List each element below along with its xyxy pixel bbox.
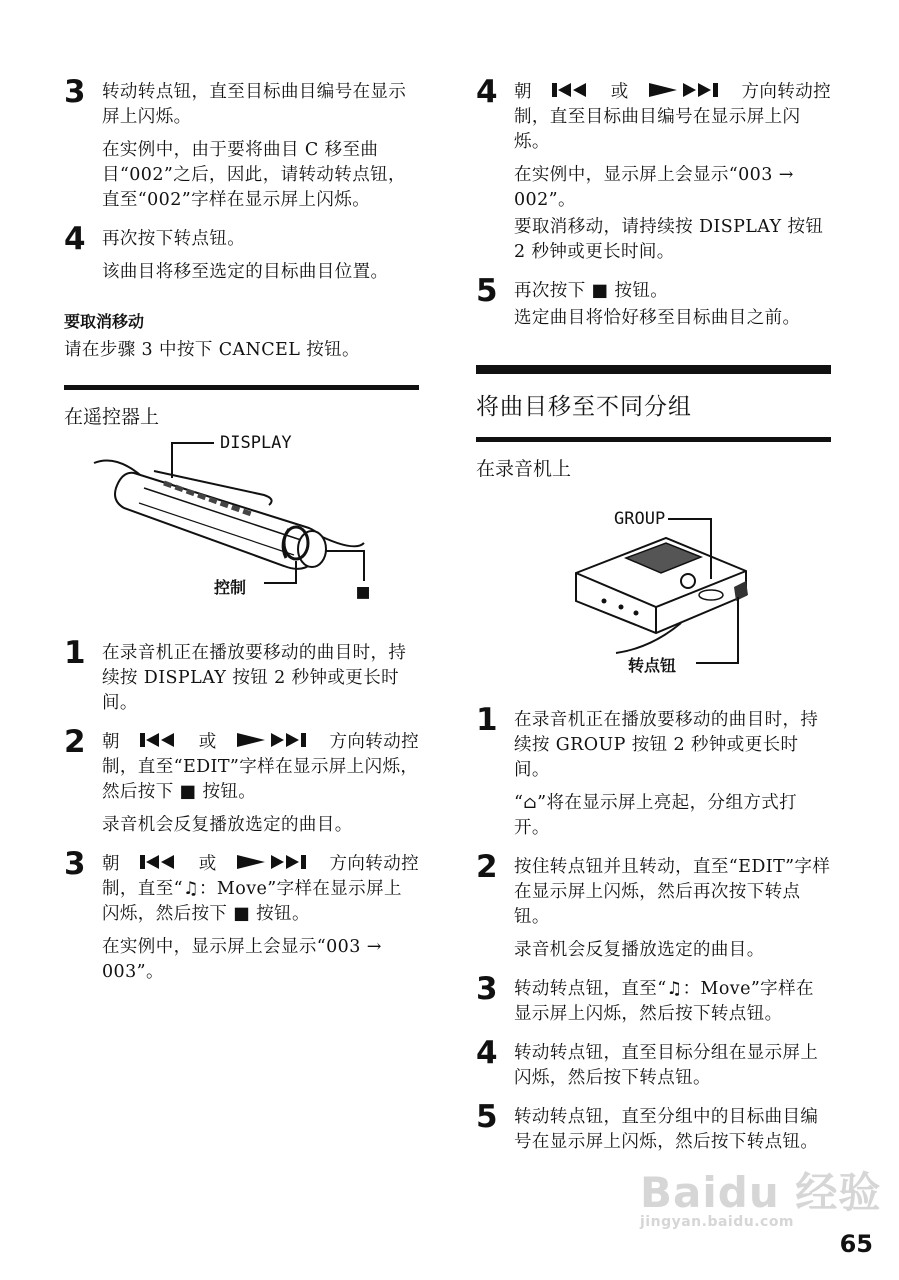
step-text: 再次按下转点钮。 <box>102 229 246 249</box>
recorder-step-4 <box>476 1035 831 1091</box>
play-next-track-icon <box>649 80 721 105</box>
step-number: 3 <box>64 846 86 882</box>
step-text-rest: 制，直至“EDIT”字样在显示屏上闪烁，然后按下 ■ 按钮。 <box>102 757 419 802</box>
remote-step-5 <box>476 273 831 331</box>
step-number: 4 <box>476 1035 498 1071</box>
page-number: 65 <box>839 1230 873 1258</box>
step-text: 在录音机正在播放要移动的曲目时，持续按 DISPLAY 按钮 2 秒钟或更长时间。 <box>102 643 407 713</box>
step-text-b: 或 <box>198 854 217 874</box>
step-note: 选定曲目将恰好移至目标曲目之前。 <box>514 308 801 328</box>
step-number: 2 <box>64 724 86 760</box>
play-next-track-icon <box>237 730 309 755</box>
display-callout: DISPLAY <box>220 433 292 453</box>
recorder-step-1 <box>476 702 831 841</box>
step-note-cancel: 要取消移动，请持续按 DISPLAY 按钮 2 秒钟或更长时间。 <box>514 217 824 262</box>
step-number: 1 <box>476 702 498 738</box>
sub-section-divider <box>476 437 831 442</box>
recorder-illustration <box>476 483 831 688</box>
recorder-step-2 <box>476 849 831 963</box>
step-number: 1 <box>64 635 86 671</box>
sub-section-heading: 在录音机上 <box>476 458 572 480</box>
section-title: 将曲目移至不同分组 <box>476 394 692 420</box>
step-number: 4 <box>476 74 498 110</box>
remote-illustration <box>64 433 419 613</box>
step-text-rest: 制，直至“♫：Move”字样在显示屏上闪烁，然后按下 ■ 按钮。 <box>102 879 402 924</box>
step-text: 按住转点钮并且转动，直至“EDIT”字样在显示屏上闪烁，然后再次按下转点钮。 <box>514 857 831 927</box>
step-text-b: 或 <box>198 732 217 752</box>
remote-step-4 <box>476 74 831 265</box>
right-column <box>476 74 831 1169</box>
step-text-c: 方向转动控 <box>329 854 419 874</box>
step-text-c: 方向转动控 <box>741 82 831 102</box>
step-text-b: 或 <box>610 82 629 102</box>
step-note: 录音机会反复播放选定的曲目。 <box>514 940 765 960</box>
step-text: 转动转点钮，直至目标分组在显示屏上闪烁，然后按下转点钮。 <box>514 1043 819 1088</box>
step-note: “⌂”将在显示屏上亮起，分组方式打开。 <box>514 793 798 838</box>
step-3-top <box>64 74 419 213</box>
control-callout: 控制 <box>214 578 247 597</box>
previous-track-icon <box>140 852 178 877</box>
step-text-a: 朝 <box>102 732 120 752</box>
stop-callout: ■ <box>357 579 370 603</box>
watermark-url: jingyan.baidu.com <box>640 1214 795 1230</box>
recorder-step-3 <box>476 971 831 1027</box>
step-number: 5 <box>476 1099 498 1135</box>
cancel-heading: 要取消移动 <box>64 312 145 331</box>
step-note: 在实例中，由于要将曲目 C 移至曲目“002”之后，因此，请转动转点钮，直至“002”字样在显示屏上闪烁。 <box>102 140 406 210</box>
step-note: 在实例中，显示屏上会显示“003 → 003”。 <box>102 937 382 982</box>
left-column <box>64 74 419 999</box>
step-number: 3 <box>64 74 86 110</box>
previous-track-icon <box>140 730 178 755</box>
recorder-step-5 <box>476 1099 831 1155</box>
section-rule <box>476 365 831 374</box>
step-text: 转动转点钮，直至分组中的目标曲目编号在显示屏上闪烁，然后按下转点钮。 <box>514 1107 819 1152</box>
section-divider <box>64 385 419 390</box>
cancel-text: 请在步骤 3 中按下 CANCEL 按钮。 <box>64 340 360 360</box>
remote-step-2 <box>64 724 419 838</box>
step-note: 该曲目将移至选定的目标曲目位置。 <box>102 262 389 282</box>
step-number: 5 <box>476 273 498 309</box>
step-text-rest: 制，直至目标曲目编号在显示屏上闪烁。 <box>514 107 801 152</box>
jog-dial-callout: 转点钮 <box>628 656 677 675</box>
step-number: 4 <box>64 221 86 257</box>
previous-track-icon <box>552 80 590 105</box>
step-text: 在录音机正在播放要移动的曲目时，持续按 GROUP 按钮 2 秒钟或更长时间。 <box>514 710 819 780</box>
baidu-watermark <box>640 1160 881 1230</box>
step-note: 在实例中，显示屏上会显示“003 → 002”。 <box>514 165 794 210</box>
section-heading-remote: 在遥控器上 <box>64 406 160 428</box>
step-4-top <box>64 221 419 285</box>
step-number: 3 <box>476 971 498 1007</box>
step-note: 录音机会反复播放选定的曲目。 <box>102 815 353 835</box>
step-text: 转动转点钮，直至目标曲目编号在显示屏上闪烁。 <box>102 82 407 127</box>
play-next-track-icon <box>237 852 309 877</box>
remote-step-1 <box>64 635 419 716</box>
step-text-a: 朝 <box>514 82 532 102</box>
step-number: 2 <box>476 849 498 885</box>
watermark-logo: Baidu 经验 <box>640 1168 882 1217</box>
step-text: 再次按下 ■ 按钮。 <box>514 281 669 301</box>
remote-step-3 <box>64 846 419 985</box>
step-text-c: 方向转动控 <box>329 732 419 752</box>
step-text-a: 朝 <box>102 854 120 874</box>
step-text: 转动转点钮，直至“♫：Move”字样在显示屏上闪烁，然后按下转点钮。 <box>514 979 814 1024</box>
group-callout: GROUP <box>614 509 666 529</box>
